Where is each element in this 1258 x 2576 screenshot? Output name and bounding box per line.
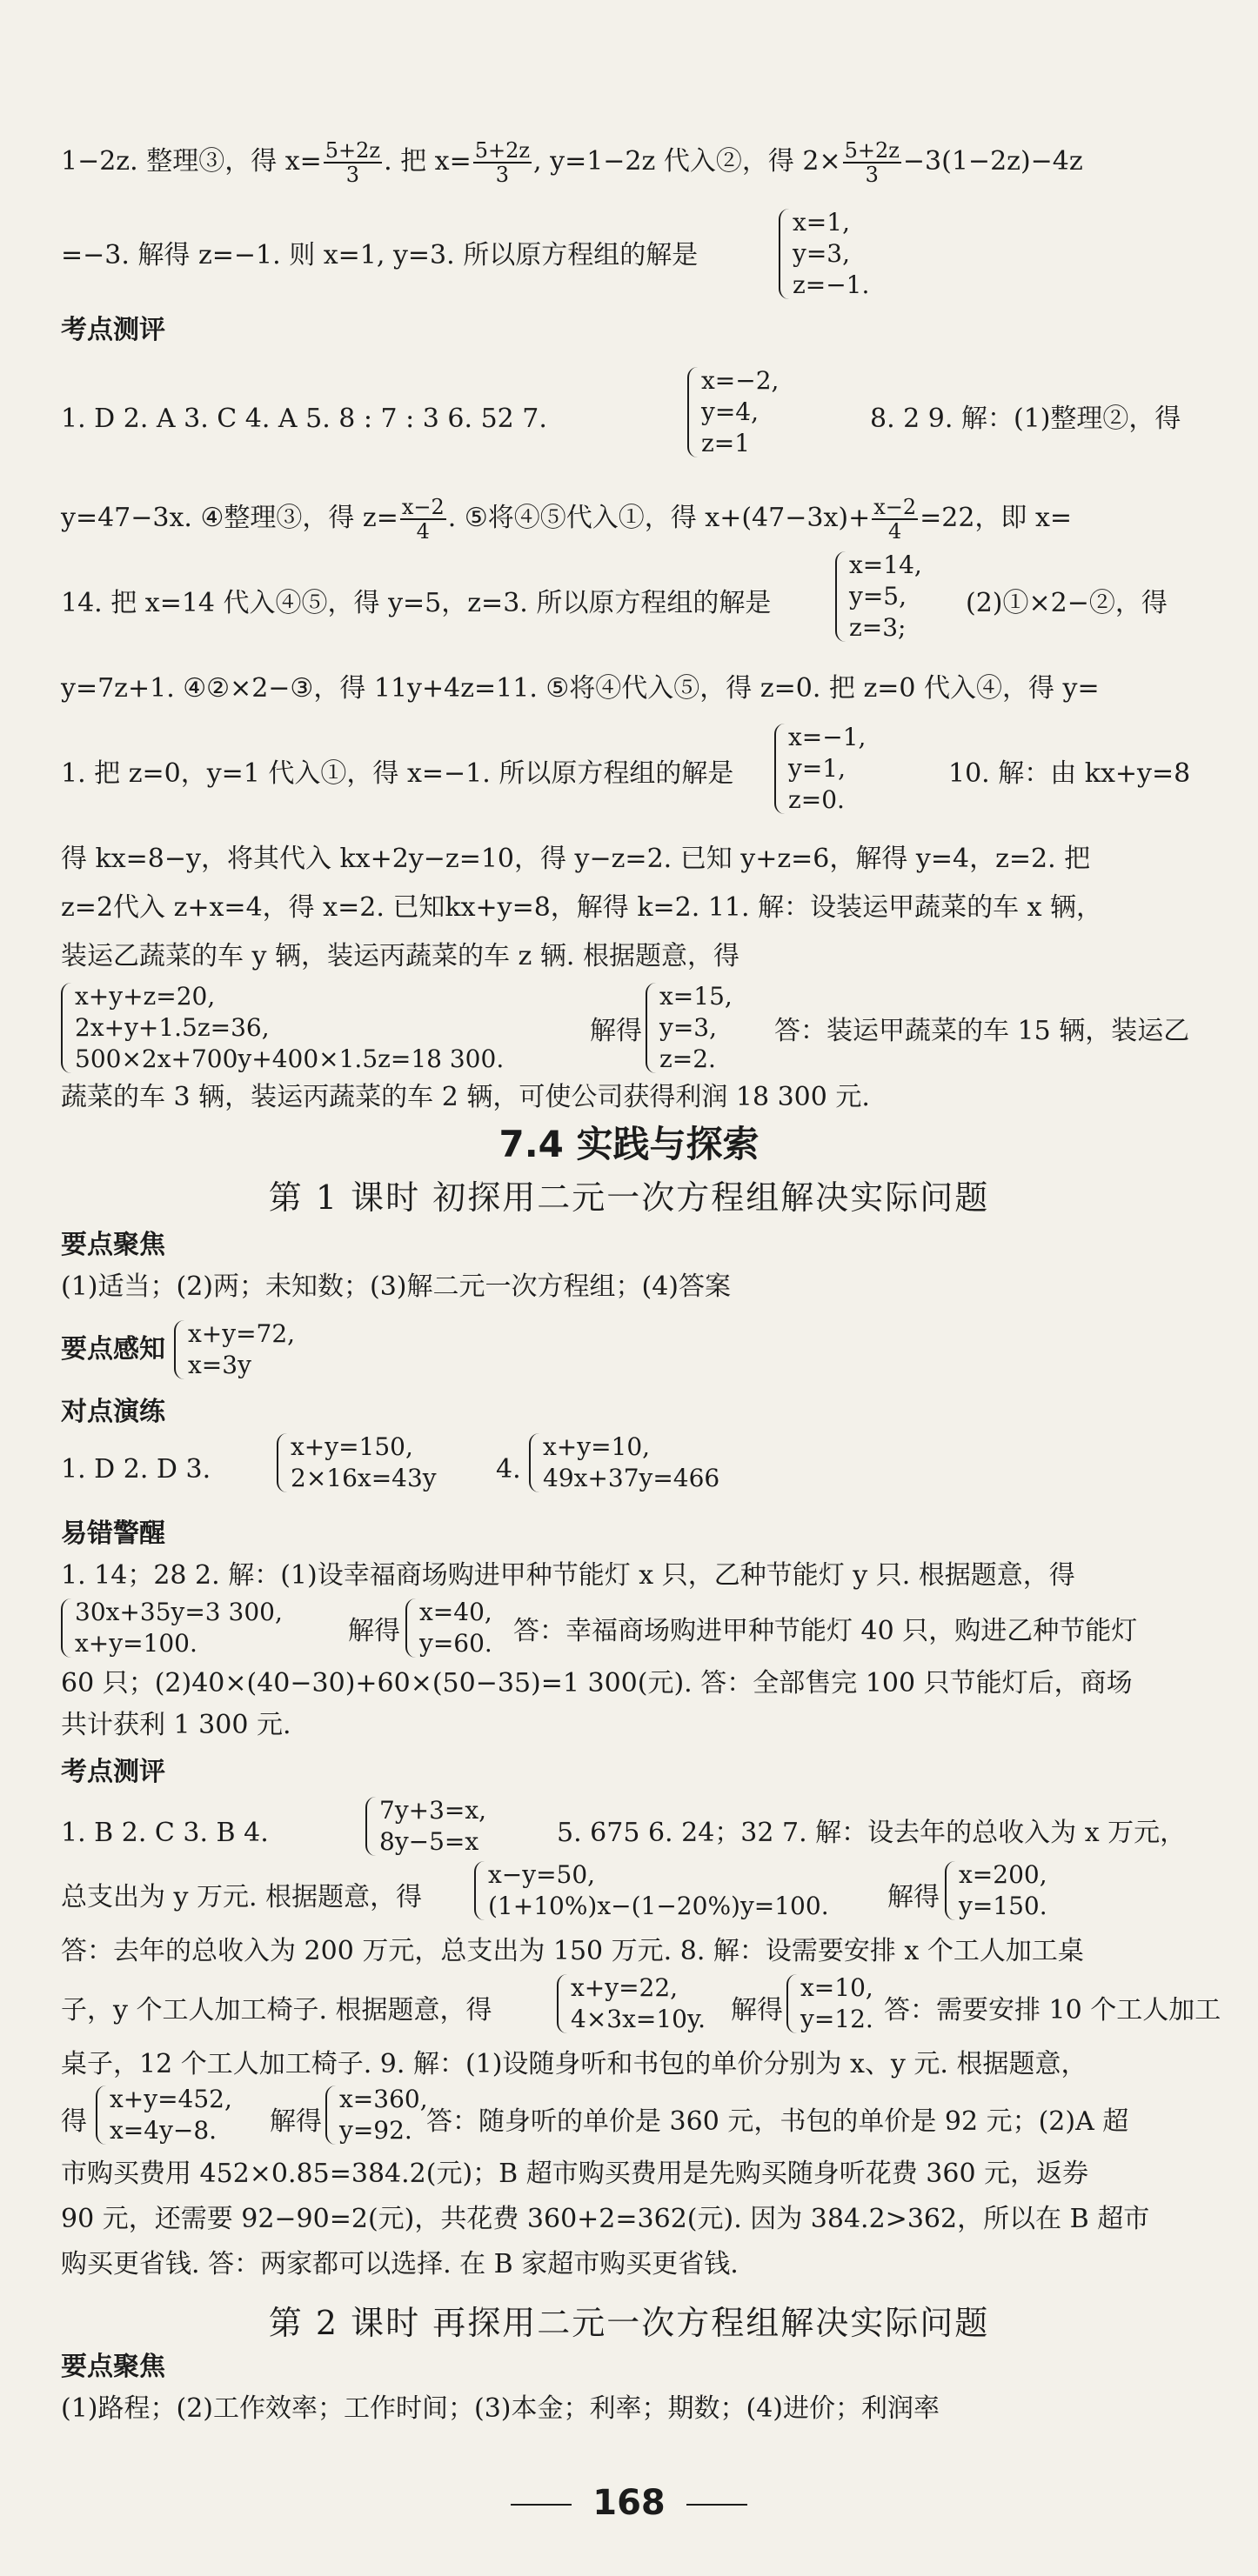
lesson1-kaodian-heading: 考点测评 [61, 1757, 165, 1787]
lesson1-duidian-a: 1. D 2. D 3. [61, 1454, 211, 1485]
lesson1-ganzhi-heading: 要点感知 [61, 1334, 165, 1365]
lesson2-yaodian-heading: 要点聚焦 [61, 2352, 165, 2382]
top-line-1: 1−2z. 整理③，得 x= $\frac{5+2z}{3}$ . 把 x= $\frac{5+2z}{3}$ , y=1−2z 代入②，得 2× $\frac{5+2z}{3}$ −3(1−2z)−4z [61, 138, 1083, 187]
kaodian-line-3: 14. 把 x=14 代入④⑤，得 y=5，z=3. 所以原方程组的解是 [61, 588, 772, 618]
page-number: 168 [0, 2483, 1258, 2523]
top-line-2: =−3. 解得 z=−1. 则 x=1, y=3. 所以原方程组的解是 [61, 240, 699, 270]
lesson1-kd-l5: 桌子，12 个工人加工椅子. 9. 解：(1)设随身听和书包的单价分别为 x、y 元. 根据题意， [61, 2049, 1087, 2079]
lesson2-yaodian-text: (1)路程；(2)工作效率；工作时间；(3)本金；利率；期数；(4)进价；利润率 [61, 2393, 940, 2424]
lesson1-kd-sol7: x=200, y=150. [945, 1859, 1047, 1922]
top-solution-system: x=1, y=3, z=−1. [779, 207, 869, 301]
lesson1-kd-sol9: x=360, y=92. [325, 2084, 428, 2146]
kaodian-heading: 考点测评 [61, 315, 165, 345]
lesson1-yicuo-sys: 30x+35y=3 300, x+y=100. [61, 1597, 283, 1659]
lesson1-title: 第 1 课时 初探用二元一次方程组解决实际问题 [268, 1178, 990, 1217]
kaodian-ans11: 答：装运甲蔬菜的车 15 辆，装运乙 [774, 1016, 1190, 1046]
lesson1-kd-l6: 得 [61, 2106, 87, 2137]
kaodian-line-3b: (2)①×2−②，得 [966, 588, 1168, 618]
lesson1-yicuo-heading: 易错警醒 [61, 1518, 165, 1549]
kaodian-line-8: 装运乙蔬菜的车 y 辆，装运丙蔬菜的车 z 辆. 根据题意，得 [61, 941, 739, 971]
kaodian-line-2: y=47−3x. ④整理③，得 z= $\frac{x-2}{4}$ . ⑤将④⑤代入①，得 x+(47−3x)+ $\frac{x-2}{4}$ =22，即 x= [61, 495, 1073, 544]
kaodian-sol11: x=15, y=3, z=2. [646, 981, 733, 1075]
lesson2-title: 第 2 课时 再探用二元一次方程组解决实际问题 [268, 2304, 990, 2342]
lesson1-yicuo-sol: x=40, y=60. [405, 1597, 492, 1659]
lesson1-duidian-b: 4. [496, 1454, 521, 1485]
kaodian-answers-1b: 8. 2 9. 解：(1)整理②，得 [870, 404, 1181, 434]
kaodian-sys7: x=−2, y=4, z=1 [687, 365, 779, 459]
lesson1-duidian-sys4: x+y=10, 49x+37y=466 [529, 1431, 719, 1494]
lesson1-kd-l2: 总支出为 y 万元. 根据题意，得 [61, 1882, 423, 1912]
kaodian-sol2: x=−1, y=1, z=0. [774, 722, 866, 816]
lesson1-kd-ans8: 答：需要安排 10 个工人加工 [884, 1995, 1221, 2025]
lesson1-ganzhi-sys: x+y=72, x=3y [174, 1318, 295, 1381]
lesson1-kd-a: 1. B 2. C 3. B 4. [61, 1818, 269, 1848]
lesson1-duidian-heading: 对点演练 [61, 1397, 165, 1427]
lesson1-kd-jiede9: 解得 [270, 2106, 322, 2137]
kaodian-line-4: y=7z+1. ④②×2−③，得 11y+4z=11. ⑤将④代入⑤，得 z=0. 把 z=0 代入④，得 y= [61, 673, 1100, 704]
lesson1-yicuo-jiede: 解得 [348, 1616, 400, 1646]
kaodian-line-7: z=2代入 z+x=4，得 x=2. 已知kx+y=8，解得 k=2. 11. 解：设装运甲蔬菜的车 x 辆， [61, 892, 1103, 923]
kaodian-sys11: x+y+z=20, 2x+y+1.5z=36, 500×2x+700y+400×1.5z=18 300. [61, 981, 504, 1075]
lesson1-yicuo-l1: 1. 14；28 2. 解：(1)设幸福商场购进甲种节能灯 x 只，乙种节能灯 y 只. 根据题意，得 [61, 1560, 1075, 1591]
lesson1-kd-sys9: x+y=452, x=4y−8. [96, 2084, 232, 2146]
lesson1-kd-b: 5. 675 6. 24；32 7. 解：设去年的总收入为 x 万元， [557, 1818, 1187, 1848]
kaodian-answers-1: 1. D 2. A 3. C 4. A 5. 8 : 7 : 3 6. 52 7. [61, 404, 547, 434]
lesson1-yicuo-l3: 60 只；(2)40×(40−30)+60×(50−35)=1 300(元). 答：全部售完 100 只节能灯后，商场 [61, 1668, 1133, 1698]
lesson1-yaodian-text: (1)适当；(2)两；未知数；(3)解二元一次方程组；(4)答案 [61, 1271, 731, 1302]
kaodian-sol1: x=14, y=5, z=3; [835, 550, 922, 644]
lesson1-duidian-sys3: x+y=150, 2×16x=43y [277, 1431, 437, 1494]
lesson1-kd-jiede7: 解得 [887, 1882, 940, 1912]
lesson1-kd-l3: 答：去年的总收入为 200 万元，总支出为 150 万元. 8. 解：设需要安排 x 个工人加工桌 [61, 1936, 1084, 1966]
lesson1-kd-ans9: 答：随身听的单价是 360 元，书包的单价是 92 元；(2)A 超 [426, 2106, 1129, 2137]
kaodian-line-5b: 10. 解：由 kx+y=8 [948, 758, 1191, 789]
kaodian-line-9: 蔬菜的车 3 辆，装运丙蔬菜的车 2 辆，可使公司获得利润 18 300 元. [61, 1082, 870, 1112]
lesson1-yaodian-heading: 要点聚焦 [61, 1230, 165, 1260]
lesson1-kd-jiede8: 解得 [731, 1995, 783, 2025]
section-title: 7.4 实践与探索 [499, 1123, 759, 1165]
kaodian-jiede: 解得 [590, 1016, 642, 1046]
lesson1-yicuo-l4: 共计获利 1 300 元. [61, 1710, 291, 1740]
lesson1-kd-l8: 90 元，还需要 92−90=2(元)，共花费 360+2=362(元). 因为 384.2>362，所以在 B 超市 [61, 2204, 1150, 2234]
kaodian-line-5: 1. 把 z=0，y=1 代入①，得 x=−1. 所以原方程组的解是 [61, 758, 734, 789]
kaodian-line-6: 得 kx=8−y，将其代入 kx+2y−z=10，得 y−z=2. 已知 y+z=6，解得 y=4，z=2. 把 [61, 844, 1091, 874]
lesson1-kd-sys4: 7y+3=x, 8y−5=x [365, 1795, 486, 1858]
lesson1-kd-l9: 购买更省钱. 答：两家都可以选择. 在 B 家超市购买更省钱. [61, 2249, 739, 2279]
lesson1-kd-sol8: x=10, y=12. [786, 1972, 873, 2035]
lesson1-kd-sys8: x+y=22, 4×3x=10y. [557, 1972, 706, 2035]
lesson1-yicuo-ans: 答：幸福商场购进甲种节能灯 40 只，购进乙种节能灯 [513, 1616, 1138, 1646]
lesson1-kd-l7: 市购买费用 452×0.85=384.2(元)；B 超市购买费用是先购买随身听花费 360 元，返券 [61, 2159, 1089, 2189]
lesson1-kd-sys7: x−y=50, (1+10%)x−(1−20%)y=100. [474, 1859, 829, 1922]
lesson1-kd-l4: 子，y 个工人加工椅子. 根据题意，得 [61, 1995, 492, 2025]
